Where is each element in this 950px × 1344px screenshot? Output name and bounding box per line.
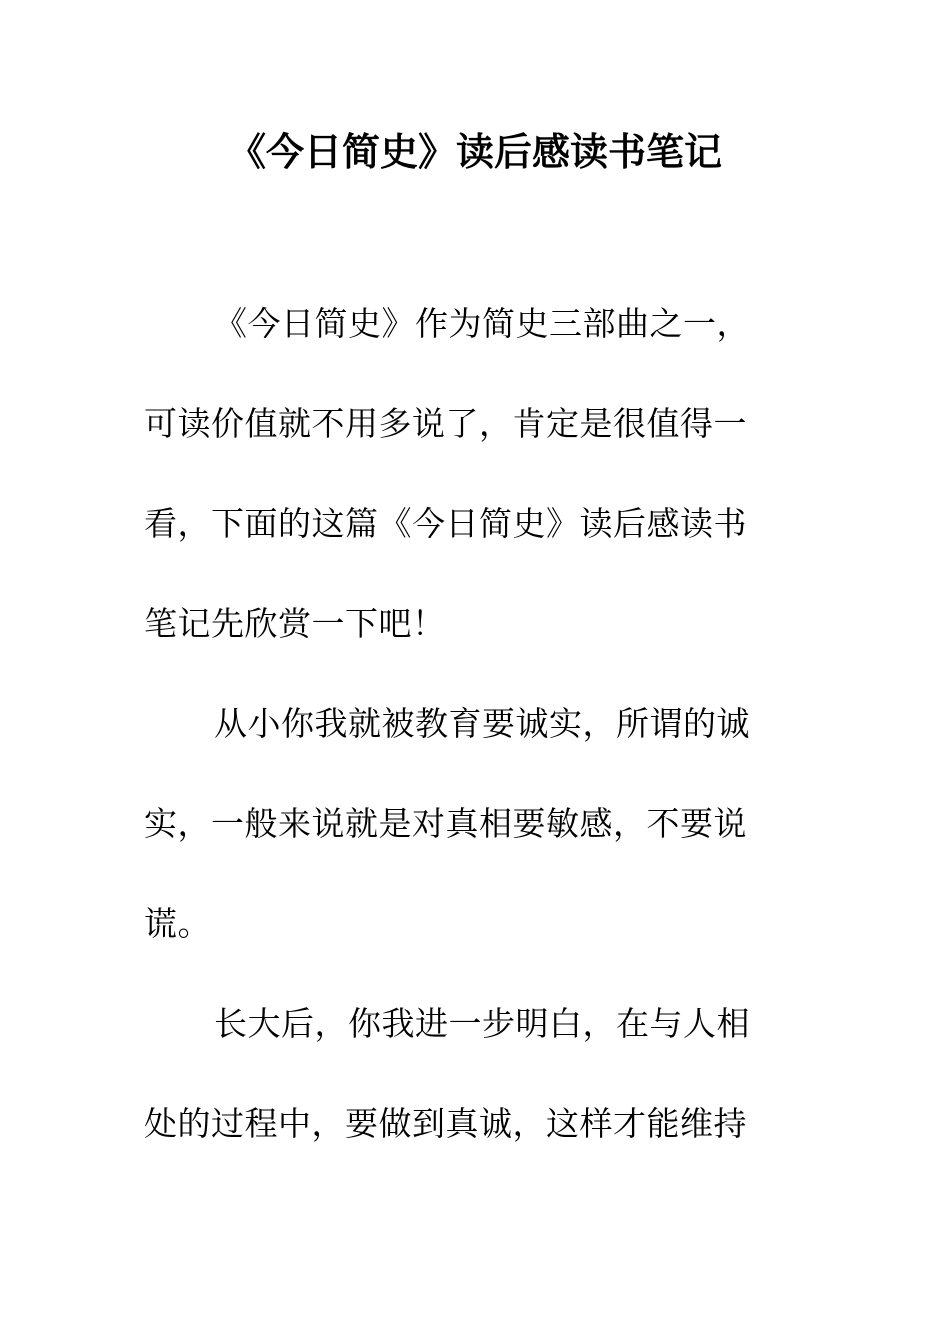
document-body	[144, 293, 784, 1193]
paragraph-line: 可读价值就不用多说了，肯定是很值得一	[144, 404, 747, 443]
paragraph-line: 处的过程中，要做到真诚，这样才能维持	[144, 1104, 747, 1143]
paragraph-line: 谎。	[144, 904, 211, 943]
paragraph-line: 笔记先欣赏一下吧！	[144, 604, 446, 643]
paragraph-line: 实，一般来说就是对真相要敏感，不要说	[144, 804, 747, 843]
paragraph-line: 《今日简史》作为简史三部曲之一，	[214, 304, 750, 343]
paragraph-line: 长大后，你我进一步明白，在与人相	[214, 1004, 750, 1043]
paragraph-line: 看，下面的这篇《今日简史》读后感读书	[144, 504, 747, 543]
paragraph-line: 从小你我就被教育要诚实，所谓的诚	[214, 704, 750, 743]
document-title: 《今日简史》读后感读书笔记	[227, 129, 722, 174]
